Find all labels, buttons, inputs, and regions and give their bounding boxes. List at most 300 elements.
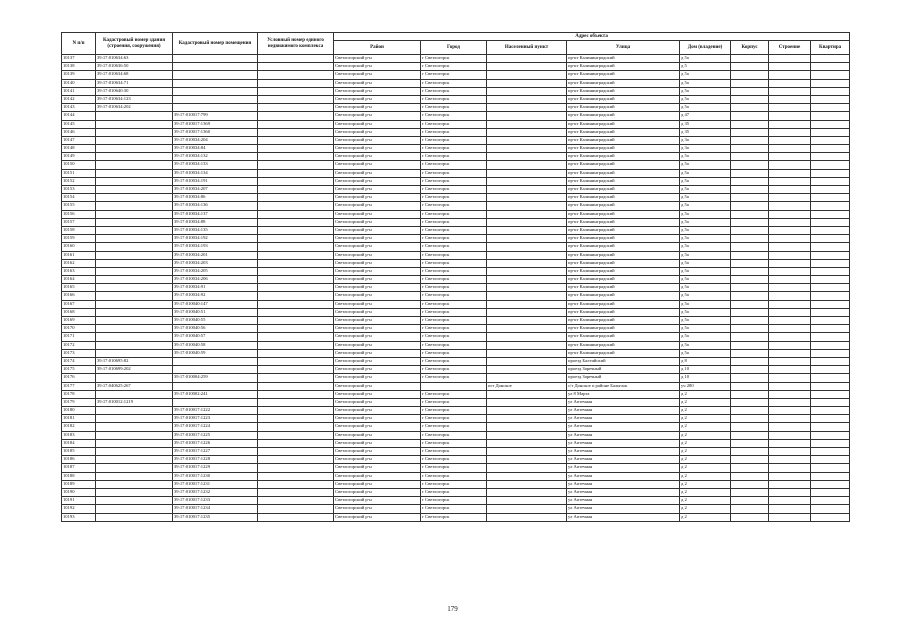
cell-complex — [258, 341, 334, 349]
cell-complex — [258, 169, 334, 177]
cell-n: 10190 — [62, 488, 96, 496]
cell-district: Светлогорский р-н — [334, 276, 421, 284]
cell-settlement — [487, 251, 567, 259]
cell-empty — [811, 153, 850, 161]
cell-house: д 5а — [680, 87, 731, 95]
cell-empty — [769, 407, 811, 415]
cell-building-cadastral: 39:17:010636:50 — [96, 63, 173, 71]
table-row — [62, 79, 850, 87]
cell-room-cadastral: 39:17:010017:1369 — [173, 120, 258, 128]
cell-empty — [731, 398, 769, 406]
cell-room-cadastral: 39:17:010017:1227 — [173, 448, 258, 456]
cell-room-cadastral — [173, 79, 258, 87]
header-district: Район — [334, 41, 421, 55]
cell-house: д 5а — [680, 341, 731, 349]
cell-empty — [731, 251, 769, 259]
cell-empty — [811, 251, 850, 259]
cell-empty — [731, 276, 769, 284]
cell-house: д 2 — [680, 480, 731, 488]
cell-empty — [731, 472, 769, 480]
table-row — [62, 407, 850, 415]
cell-complex — [258, 79, 334, 87]
cell-district: Светлогорский р-н — [334, 398, 421, 406]
cell-district: Светлогорский р-н — [334, 382, 421, 390]
cell-empty — [731, 194, 769, 202]
cell-house: д 5а — [680, 308, 731, 316]
cell-house: д 8 — [680, 357, 731, 365]
cell-n: 10184 — [62, 439, 96, 447]
cell-city: г Светлогорск — [421, 145, 487, 153]
cell-empty — [811, 464, 850, 472]
table-row — [62, 423, 850, 431]
cell-building-cadastral — [96, 243, 173, 251]
cell-district: Светлогорский р-н — [334, 161, 421, 169]
cell-room-cadastral — [173, 87, 258, 95]
cell-empty — [811, 276, 850, 284]
cell-complex — [258, 374, 334, 382]
cell-building-cadastral: 39:17:010634:123 — [96, 95, 173, 103]
cell-settlement — [487, 79, 567, 87]
cell-empty — [811, 243, 850, 251]
cell-house: д 5а — [680, 259, 731, 267]
table-body — [62, 55, 850, 522]
cell-city: г Светлогорск — [421, 63, 487, 71]
cell-room-cadastral: 39:17:010034:206 — [173, 276, 258, 284]
cell-city: г Светлогорск — [421, 505, 487, 513]
cell-settlement — [487, 415, 567, 423]
cell-city: г Светлогорск — [421, 243, 487, 251]
cell-n: 10192 — [62, 505, 96, 513]
cell-empty — [769, 382, 811, 390]
cell-building-cadastral — [96, 210, 173, 218]
cell-city: г Светлогорск — [421, 300, 487, 308]
table-row — [62, 145, 850, 153]
cell-city: г Светлогорск — [421, 423, 487, 431]
cell-building-cadastral — [96, 218, 173, 226]
cell-house: д 2 — [680, 415, 731, 423]
cell-n: 10140 — [62, 79, 96, 87]
cell-n: 10150 — [62, 161, 96, 169]
cell-street: ул Аптечная — [567, 497, 680, 505]
cell-street: ул Аптечная — [567, 431, 680, 439]
cell-district: Светлогорский р-н — [334, 136, 421, 144]
cell-empty — [769, 333, 811, 341]
table-row — [62, 136, 850, 144]
cell-complex — [258, 145, 334, 153]
cell-district: Светлогорский р-н — [334, 439, 421, 447]
cell-empty — [811, 284, 850, 292]
cell-empty — [811, 341, 850, 349]
cell-settlement — [487, 194, 567, 202]
cell-building-cadastral — [96, 194, 173, 202]
cell-city: г Светлогорск — [421, 186, 487, 194]
table-row — [62, 63, 850, 71]
cell-settlement — [487, 374, 567, 382]
cell-empty — [731, 136, 769, 144]
cell-house: д 5а — [680, 202, 731, 210]
cell-city: г Светлогорск — [421, 357, 487, 365]
cell-settlement — [487, 439, 567, 447]
cell-settlement — [487, 390, 567, 398]
cell-room-cadastral: 39:17:010034:137 — [173, 210, 258, 218]
cell-n: 10177 — [62, 382, 96, 390]
cell-empty — [811, 407, 850, 415]
cell-room-cadastral: 39:17:010034:134 — [173, 169, 258, 177]
cell-room-cadastral: 39:17:010017:1234 — [173, 505, 258, 513]
table-row — [62, 284, 850, 292]
table-row — [62, 153, 850, 161]
cell-room-cadastral: 39:17:010034:207 — [173, 186, 258, 194]
cell-house: д 2 — [680, 456, 731, 464]
cell-empty — [769, 112, 811, 120]
cell-city: г Светлогорск — [421, 276, 487, 284]
cell-district: Светлогорский р-н — [334, 79, 421, 87]
cell-district: Светлогорский р-н — [334, 120, 421, 128]
cell-settlement — [487, 226, 567, 234]
cell-empty — [811, 235, 850, 243]
cell-district: Светлогорский р-н — [334, 488, 421, 496]
cell-complex — [258, 464, 334, 472]
cell-empty — [811, 145, 850, 153]
cell-complex — [258, 63, 334, 71]
cell-building-cadastral — [96, 177, 173, 185]
cell-complex — [258, 243, 334, 251]
cell-empty — [731, 267, 769, 275]
cell-empty — [731, 259, 769, 267]
cell-settlement — [487, 235, 567, 243]
cell-street: ул Аптечная — [567, 480, 680, 488]
cell-building-cadastral — [96, 251, 173, 259]
cell-building-cadastral — [96, 341, 173, 349]
table-row — [62, 169, 850, 177]
cell-city: г Светлогорск — [421, 366, 487, 374]
cell-house: д 5а — [680, 226, 731, 234]
cell-empty — [811, 194, 850, 202]
header-building-cadastral: Кадастровый номер здания (строения, сооружения) — [96, 33, 173, 55]
cell-complex — [258, 407, 334, 415]
cell-empty — [811, 390, 850, 398]
cell-room-cadastral: 39:17:010040:147 — [173, 300, 258, 308]
cell-building-cadastral — [96, 472, 173, 480]
cell-settlement — [487, 210, 567, 218]
cell-n: 10176 — [62, 374, 96, 382]
cell-district: Светлогорский р-н — [334, 226, 421, 234]
cell-city: г Светлогорск — [421, 308, 487, 316]
cell-house: д 5а — [680, 292, 731, 300]
page-number: 179 — [447, 605, 458, 613]
cell-house: д 10 — [680, 374, 731, 382]
cell-empty — [769, 480, 811, 488]
cell-empty — [811, 87, 850, 95]
cell-empty — [731, 235, 769, 243]
cell-settlement — [487, 71, 567, 79]
cell-city: г Светлогорск — [421, 431, 487, 439]
header-n: N п/п — [62, 33, 96, 55]
cell-house: д 5а — [680, 218, 731, 226]
cell-empty — [769, 276, 811, 284]
cell-building-cadastral — [96, 415, 173, 423]
cell-empty — [811, 292, 850, 300]
cell-empty — [731, 357, 769, 365]
cell-empty — [731, 177, 769, 185]
cell-district: Светлогорский р-н — [334, 341, 421, 349]
cell-room-cadastral: 39:17:010034:135 — [173, 226, 258, 234]
cell-settlement — [487, 87, 567, 95]
cell-house: д 47 — [680, 112, 731, 120]
cell-street: пр-кт Калининградский — [567, 292, 680, 300]
cell-empty — [811, 202, 850, 210]
cell-district: Светлогорский р-н — [334, 251, 421, 259]
cell-empty — [731, 407, 769, 415]
cell-street: пр-кт Калининградский — [567, 300, 680, 308]
cell-empty — [811, 186, 850, 194]
cell-settlement — [487, 95, 567, 103]
cell-building-cadastral: 39:17:010634:71 — [96, 79, 173, 87]
cell-n: 10191 — [62, 497, 96, 505]
cell-empty — [811, 112, 850, 120]
table-row — [62, 472, 850, 480]
table-row — [62, 87, 850, 95]
cell-empty — [731, 71, 769, 79]
cell-n: 10165 — [62, 284, 96, 292]
table-row — [62, 431, 850, 439]
cell-complex — [258, 161, 334, 169]
cell-house: д 35 — [680, 128, 731, 136]
cell-building-cadastral — [96, 235, 173, 243]
cell-building-cadastral — [96, 259, 173, 267]
cell-n: 10159 — [62, 235, 96, 243]
cell-empty — [811, 325, 850, 333]
cell-street: пр-кт Калининградский — [567, 349, 680, 357]
cell-complex — [258, 439, 334, 447]
cell-empty — [769, 325, 811, 333]
cell-house: д 2 — [680, 464, 731, 472]
cell-house: д 5а — [680, 333, 731, 341]
cell-settlement — [487, 464, 567, 472]
cell-building-cadastral — [96, 423, 173, 431]
cell-street: пр-кт Калининградский — [567, 120, 680, 128]
cell-n: 10167 — [62, 300, 96, 308]
cell-empty — [769, 415, 811, 423]
cell-room-cadastral: 39:17:010034:133 — [173, 161, 258, 169]
cell-empty — [811, 366, 850, 374]
cell-empty — [769, 366, 811, 374]
cell-empty — [731, 308, 769, 316]
cell-settlement — [487, 136, 567, 144]
cell-empty — [811, 210, 850, 218]
header-complex-number: Условный номер единого недвижимого комплекса — [258, 33, 334, 55]
cell-room-cadastral — [173, 95, 258, 103]
cell-empty — [731, 333, 769, 341]
cell-complex — [258, 472, 334, 480]
cell-building-cadastral — [96, 112, 173, 120]
cell-district: Светлогорский р-н — [334, 259, 421, 267]
cell-settlement — [487, 456, 567, 464]
cell-empty — [731, 161, 769, 169]
cell-house: д 3а — [680, 136, 731, 144]
header-building: Строение — [769, 41, 811, 55]
cell-street: пр-кт Калининградский — [567, 145, 680, 153]
cell-n: 10144 — [62, 112, 96, 120]
cell-room-cadastral: 39:17:010017:799 — [173, 112, 258, 120]
cell-district: Светлогорский р-н — [334, 456, 421, 464]
cell-house: д 2 — [680, 505, 731, 513]
cell-city: г Светлогорск — [421, 210, 487, 218]
cell-empty — [731, 480, 769, 488]
cell-district: Светлогорский р-н — [334, 448, 421, 456]
cell-empty — [769, 374, 811, 382]
cell-house: д 10 — [680, 366, 731, 374]
cell-n: 10170 — [62, 325, 96, 333]
cell-empty — [769, 259, 811, 267]
cell-complex — [258, 357, 334, 365]
cell-building-cadastral — [96, 505, 173, 513]
cell-street: пр-кт Калининградский — [567, 284, 680, 292]
cell-room-cadastral: 39:17:010017:1223 — [173, 415, 258, 423]
cell-city: г Светлогорск — [421, 226, 487, 234]
cell-building-cadastral — [96, 407, 173, 415]
cell-district: Светлогорский р-н — [334, 112, 421, 120]
cell-empty — [769, 513, 811, 521]
property-table — [61, 32, 850, 522]
cell-empty — [811, 79, 850, 87]
header-settlement: Населенный пункт — [487, 41, 567, 55]
cell-street: пр-кт Калининградский — [567, 218, 680, 226]
cell-building-cadastral: 39:17:010634:68 — [96, 71, 173, 79]
cell-city: г Светлогорск — [421, 497, 487, 505]
cell-city: г Светлогорск — [421, 284, 487, 292]
cell-complex — [258, 488, 334, 496]
cell-n: 10179 — [62, 398, 96, 406]
cell-empty — [811, 357, 850, 365]
cell-building-cadastral — [96, 390, 173, 398]
cell-room-cadastral: 39:17:010034:201 — [173, 251, 258, 259]
cell-house: д 35 — [680, 120, 731, 128]
cell-district: Светлогорский р-н — [334, 267, 421, 275]
cell-n: 10180 — [62, 407, 96, 415]
cell-empty — [769, 439, 811, 447]
table-row — [62, 366, 850, 374]
cell-n: 10154 — [62, 194, 96, 202]
cell-street: пр-кт Калининградский — [567, 136, 680, 144]
table-row — [62, 104, 850, 112]
header-address-group: Адрес объекта — [334, 33, 850, 41]
cell-complex — [258, 276, 334, 284]
cell-n: 10172 — [62, 341, 96, 349]
cell-empty — [731, 390, 769, 398]
cell-room-cadastral — [173, 398, 258, 406]
cell-settlement — [487, 505, 567, 513]
cell-settlement — [487, 55, 567, 63]
cell-empty — [731, 120, 769, 128]
cell-room-cadastral: 39:17:010017:1226 — [173, 439, 258, 447]
cell-empty — [731, 210, 769, 218]
cell-house: д 5а — [680, 95, 731, 103]
cell-district: Светлогорский р-н — [334, 235, 421, 243]
cell-empty — [731, 349, 769, 357]
cell-district: Светлогорский р-н — [334, 300, 421, 308]
cell-room-cadastral: 39:17:010034:91 — [173, 284, 258, 292]
cell-district: Светлогорский р-н — [334, 349, 421, 357]
cell-complex — [258, 128, 334, 136]
cell-city: г Светлогорск — [421, 218, 487, 226]
cell-district: Светлогорский р-н — [334, 374, 421, 382]
cell-street: проезд Заречный — [567, 366, 680, 374]
cell-district: Светлогорский р-н — [334, 104, 421, 112]
cell-n: 10157 — [62, 218, 96, 226]
cell-city: г Светлогорск — [421, 292, 487, 300]
cell-empty — [811, 349, 850, 357]
cell-complex — [258, 259, 334, 267]
table-row — [62, 308, 850, 316]
cell-n: 10147 — [62, 136, 96, 144]
cell-city: г Светлогорск — [421, 153, 487, 161]
table-row — [62, 71, 850, 79]
cell-complex — [258, 325, 334, 333]
cell-room-cadastral: 39:17:010040:58 — [173, 341, 258, 349]
cell-street: пр-кт Калининградский — [567, 226, 680, 234]
cell-street: пр-кт Калининградский — [567, 333, 680, 341]
cell-complex — [258, 226, 334, 234]
cell-building-cadastral — [96, 128, 173, 136]
cell-complex — [258, 398, 334, 406]
cell-street: пр-кт Калининградский — [567, 210, 680, 218]
cell-district: Светлогорский р-н — [334, 366, 421, 374]
cell-building-cadastral — [96, 374, 173, 382]
cell-empty — [731, 439, 769, 447]
cell-building-cadastral — [96, 349, 173, 357]
cell-empty — [731, 95, 769, 103]
cell-complex — [258, 300, 334, 308]
cell-room-cadastral: 39:17:010017:1228 — [173, 456, 258, 464]
cell-empty — [731, 341, 769, 349]
cell-street: ул Аптечная — [567, 513, 680, 521]
cell-city: г Светлогорск — [421, 235, 487, 243]
cell-complex — [258, 382, 334, 390]
cell-district: Светлогорский р-н — [334, 497, 421, 505]
cell-city: г Светлогорск — [421, 177, 487, 185]
table-row — [62, 398, 850, 406]
cell-empty — [731, 79, 769, 87]
cell-district: Светлогорский р-н — [334, 423, 421, 431]
cell-empty — [731, 145, 769, 153]
cell-complex — [258, 71, 334, 79]
cell-house: д 5а — [680, 300, 731, 308]
cell-city — [421, 382, 487, 390]
cell-street: пр-кт Калининградский — [567, 112, 680, 120]
cell-room-cadastral: 39:17:010034:204 — [173, 136, 258, 144]
table-row — [62, 317, 850, 325]
cell-settlement — [487, 398, 567, 406]
cell-city: г Светлогорск — [421, 202, 487, 210]
cell-city: г Светлогорск — [421, 407, 487, 415]
cell-building-cadastral — [96, 169, 173, 177]
cell-district: Светлогорский р-н — [334, 71, 421, 79]
cell-settlement — [487, 177, 567, 185]
cell-empty — [769, 284, 811, 292]
table-row — [62, 488, 850, 496]
table-row — [62, 505, 850, 513]
cell-building-cadastral: 39:17:010634:63 — [96, 55, 173, 63]
cell-district: Светлогорский р-н — [334, 480, 421, 488]
cell-complex — [258, 55, 334, 63]
cell-district: Светлогорский р-н — [334, 333, 421, 341]
cell-empty — [811, 317, 850, 325]
cell-n: 10141 — [62, 87, 96, 95]
cell-house: д 5а — [680, 79, 731, 87]
cell-room-cadastral: 39:17:010040:59 — [173, 349, 258, 357]
cell-building-cadastral — [96, 317, 173, 325]
